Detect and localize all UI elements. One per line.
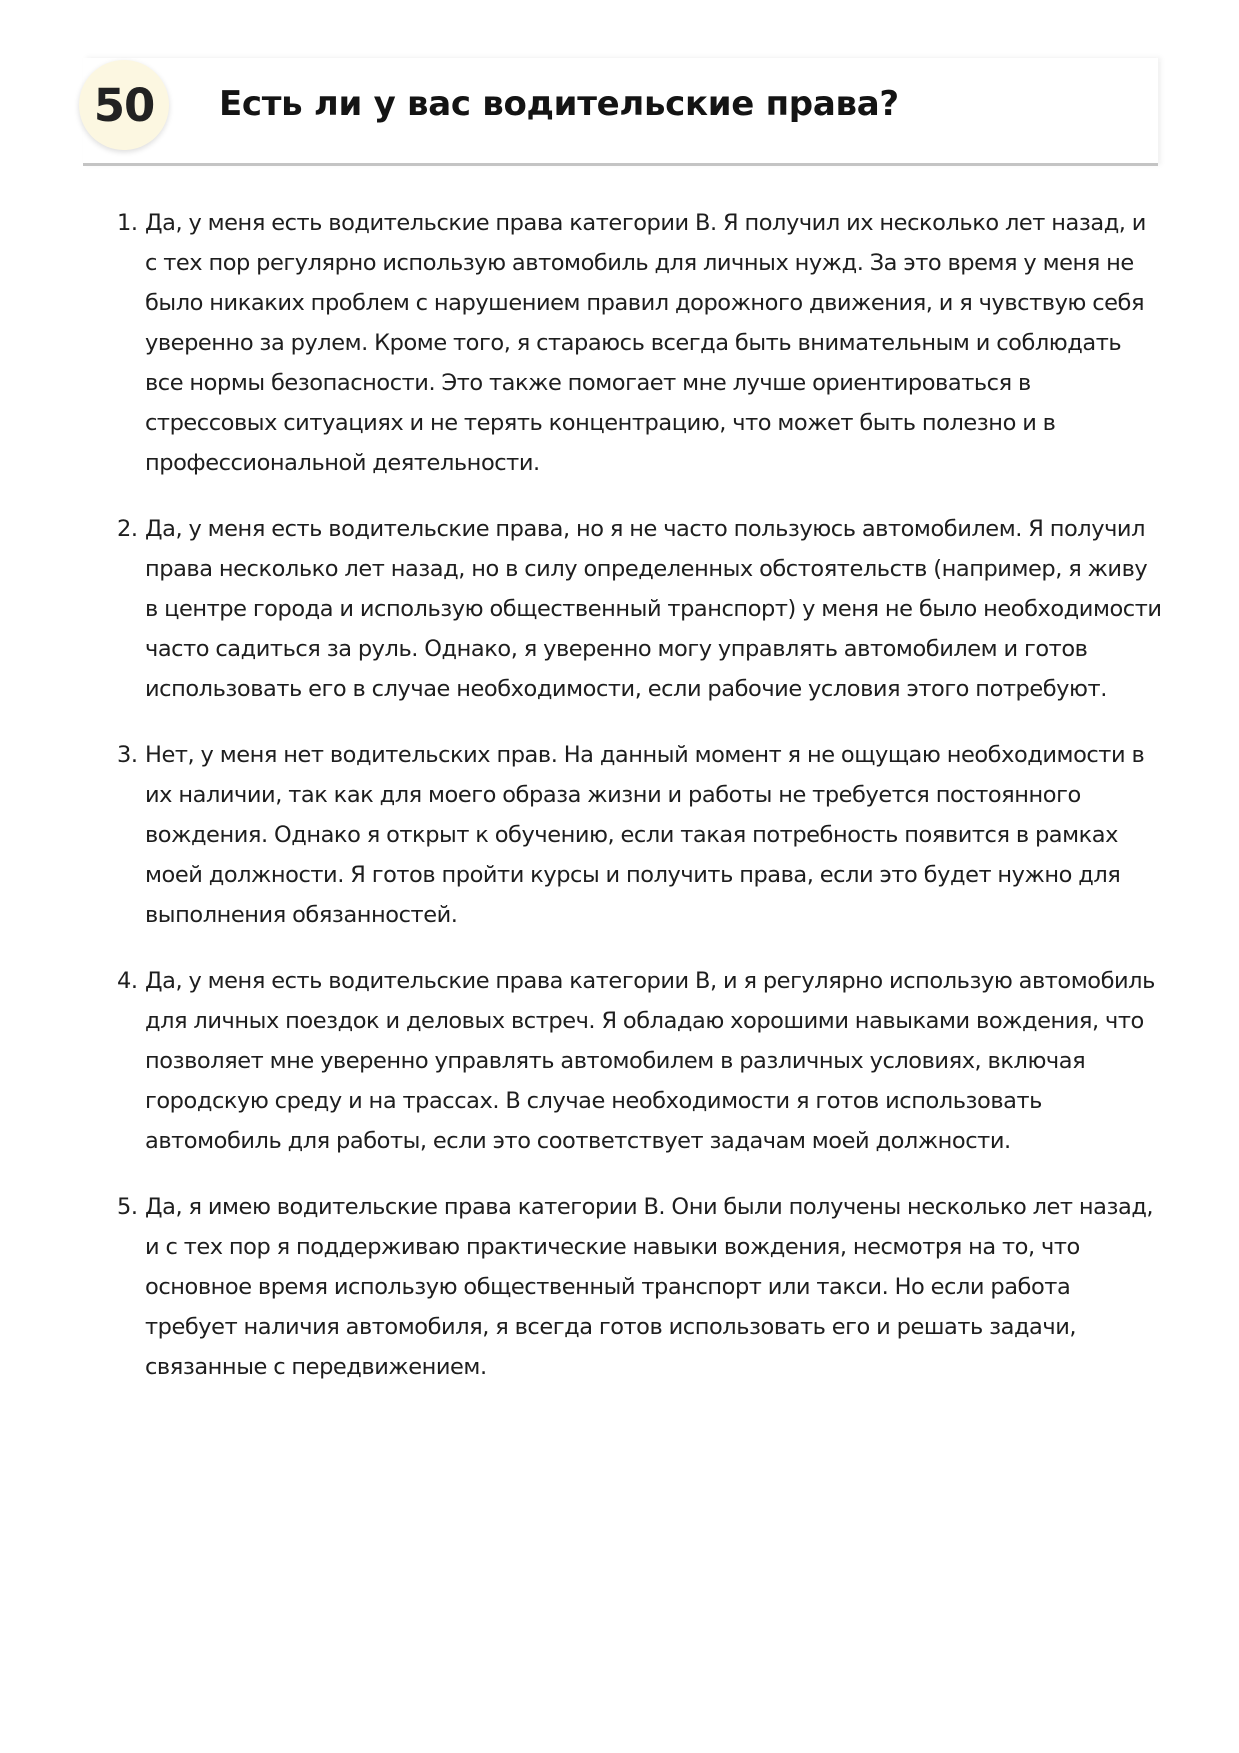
answer-text: Да, я имею водительские права категории B. Они были получены несколько лет назад, и с тех пор я поддерживаю практические навыки вождения, несмотря на то, что основное время использую общественный транспорт или такси. Но если работа требует наличия автомобиля, я всегда готов использовать его и решать задачи, связанные с передвижением. [145, 1194, 1154, 1380]
answer-text: Да, у меня есть водительские права, но я не часто пользуюсь автомобилем. Я получил права несколько лет назад, но в силу определенных обстоятельств (например, я живу в центре города и использую общественный транспорт) у меня не было необходимости часто садиться за руль. Однако, я уверенно могу управлять автомобилем и готов использовать его в случае необходимости, если рабочие условия этого потребуют. [145, 516, 1162, 702]
question-title: Есть ли у вас водительские права? [219, 84, 899, 124]
answer-item-1 [117, 203, 1163, 483]
answer-number: 5. [117, 1194, 138, 1220]
answer-item-4 [117, 961, 1163, 1161]
question-header [83, 58, 1158, 166]
answer-number: 2. [117, 516, 138, 542]
answer-number: 4. [117, 968, 138, 994]
question-number-badge: 50 [79, 60, 169, 150]
answer-text: Да, у меня есть водительские права категории B. Я получил их несколько лет назад, и с тех пор регулярно использую автомобиль для личных нужд. За это время у меня не было никаких проблем с нарушением правил дорожного движения, и я чувствую себя уверенно за рулем. Кроме того, я стараюсь всегда быть внимательным и соблюдать все нормы безопасности. Это также помогает мне лучше ориентироваться в стрессовых ситуациях и не терять концентрацию, что может быть полезно и в профессиональной деятельности. [145, 210, 1146, 476]
answer-item-5 [117, 1187, 1163, 1387]
answer-number: 1. [117, 210, 138, 236]
answer-text: Нет, у меня нет водительских прав. На данный момент я не ощущаю необходимости в их наличии, так как для моего образа жизни и работы не требуется постоянного вождения. Однако я открыт к обучению, если такая потребность появится в рамках моей должности. Я готов пройти курсы и получить права, если это будет нужно для выполнения обязанностей. [145, 742, 1145, 928]
answer-item-3 [117, 735, 1163, 935]
answer-list [117, 203, 1163, 1413]
answer-item-2 [117, 509, 1163, 709]
answer-number: 3. [117, 742, 138, 768]
answer-text: Да, у меня есть водительские права категории B, и я регулярно использую автомобиль для личных поездок и деловых встреч. Я обладаю хорошими навыками вождения, что позволяет мне уверенно управлять автомобилем в различных условиях, включая городскую среду и на трассах. В случае необходимости я готов использовать автомобиль для работы, если это соответствует задачам моей должности. [145, 968, 1155, 1154]
